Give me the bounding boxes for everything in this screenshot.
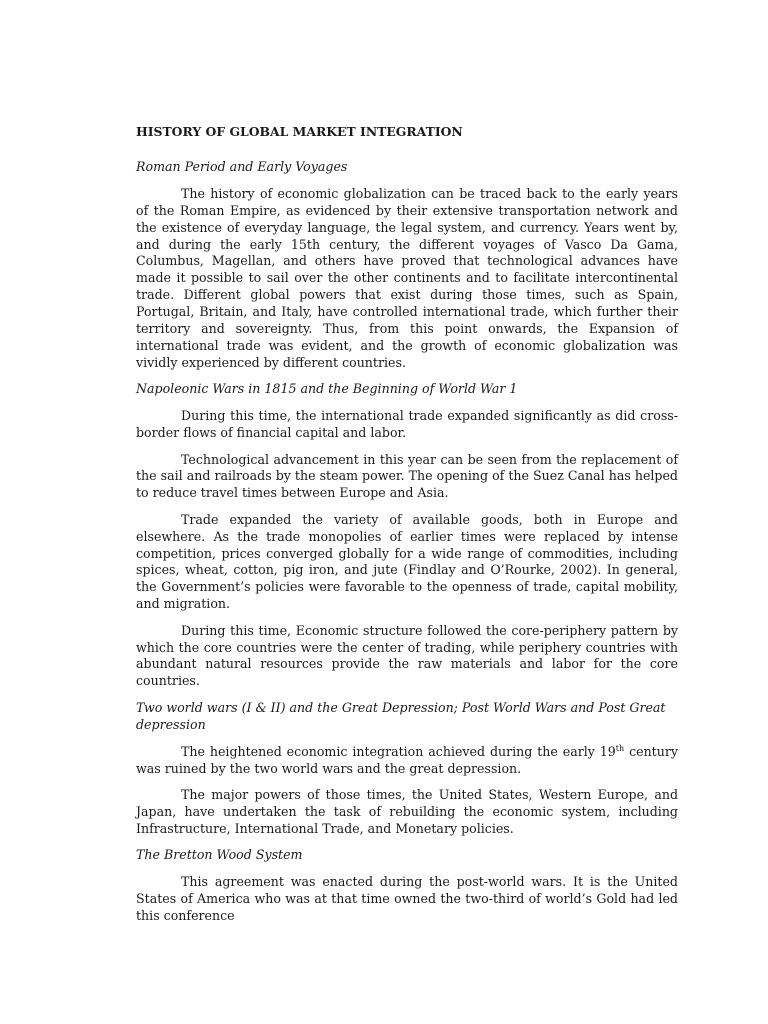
section-heading-world-wars: Two world wars (I & II) and the Great Depression; Post World Wars and Post Great depression	[136, 699, 666, 732]
paragraph: The major powers of those times, the United States, Western Europe, and Japan, have undertaken the task of rebuilding the economic system, including Infrastructure, International Trade, and Monetary policies.	[136, 786, 678, 836]
paragraph: Technological advancement in this year can be seen from the replacement of the sail and railroads by the steam power. The opening of the Suez Canal has helped to reduce travel times between Europe and Asia.	[136, 451, 678, 501]
document-title: HISTORY OF GLOBAL MARKET INTEGRATION	[136, 124, 463, 139]
paragraph: During this time, the international trade expanded significantly as did cross-border flows of financial capital and labor.	[136, 408, 678, 441]
paragraph: During this time, Economic structure followed the core-periphery pattern by which the core countries were the center of trading, while periphery countries with abundant natural resources provide the raw materials and labor for the core countries.	[136, 622, 678, 689]
paragraph: This agreement was enacted during the post-world wars. It is the United States of America who was at that time owned the two-third of world’s Gold had led this conference	[136, 874, 678, 923]
section-heading-bretton-wood: The Bretton Wood System	[136, 847, 303, 863]
paragraph-text: century was ruined by the two world wars and the great depression.	[136, 743, 678, 776]
superscript-ordinal: th	[615, 743, 625, 753]
section-heading-roman: Roman Period and Early Voyages	[136, 158, 348, 174]
document-page	[136, 124, 678, 934]
paragraph-text: The heightened economic integration achieved during the early 19	[181, 743, 616, 759]
paragraph: The history of economic globalization can be traced back to the early years of the Roman Empire, as evidenced by their extensive transportation network and the existence of everyday language, the legal system, and currency. Years went by, and during the early 15th century, the different voyages of Vasco Da Gama, Columbus, Magellan, and others have proved that technological advances have made it possible to sail over the other continents and to facilitate intercontinental trade. Different global powers that exist during those times, such as Spain, Portugal, Britain, and Italy, have controlled international trade, which further their territory and sovereignty. Thus, from this point onwards, the Expansion of international trade was evident, and the growth of economic globalization was vividly experienced by different countries.	[136, 185, 678, 370]
paragraph: Trade expanded the variety of available goods, both in Europe and elsewhere. As the trade monopolies of earlier times were replaced by intense competition, prices converged globally for a wide range of commodities, including spices, wheat, cotton, pig iron, and jute (Findlay and O’Rourke, 2002). In general, the Government’s policies were favorable to the openness of trade, capital mobility, and migration.	[136, 511, 678, 612]
section-heading-napoleonic: Napoleonic Wars in 1815 and the Beginning of World War 1	[136, 381, 518, 397]
paragraph-with-superscript	[136, 744, 678, 778]
